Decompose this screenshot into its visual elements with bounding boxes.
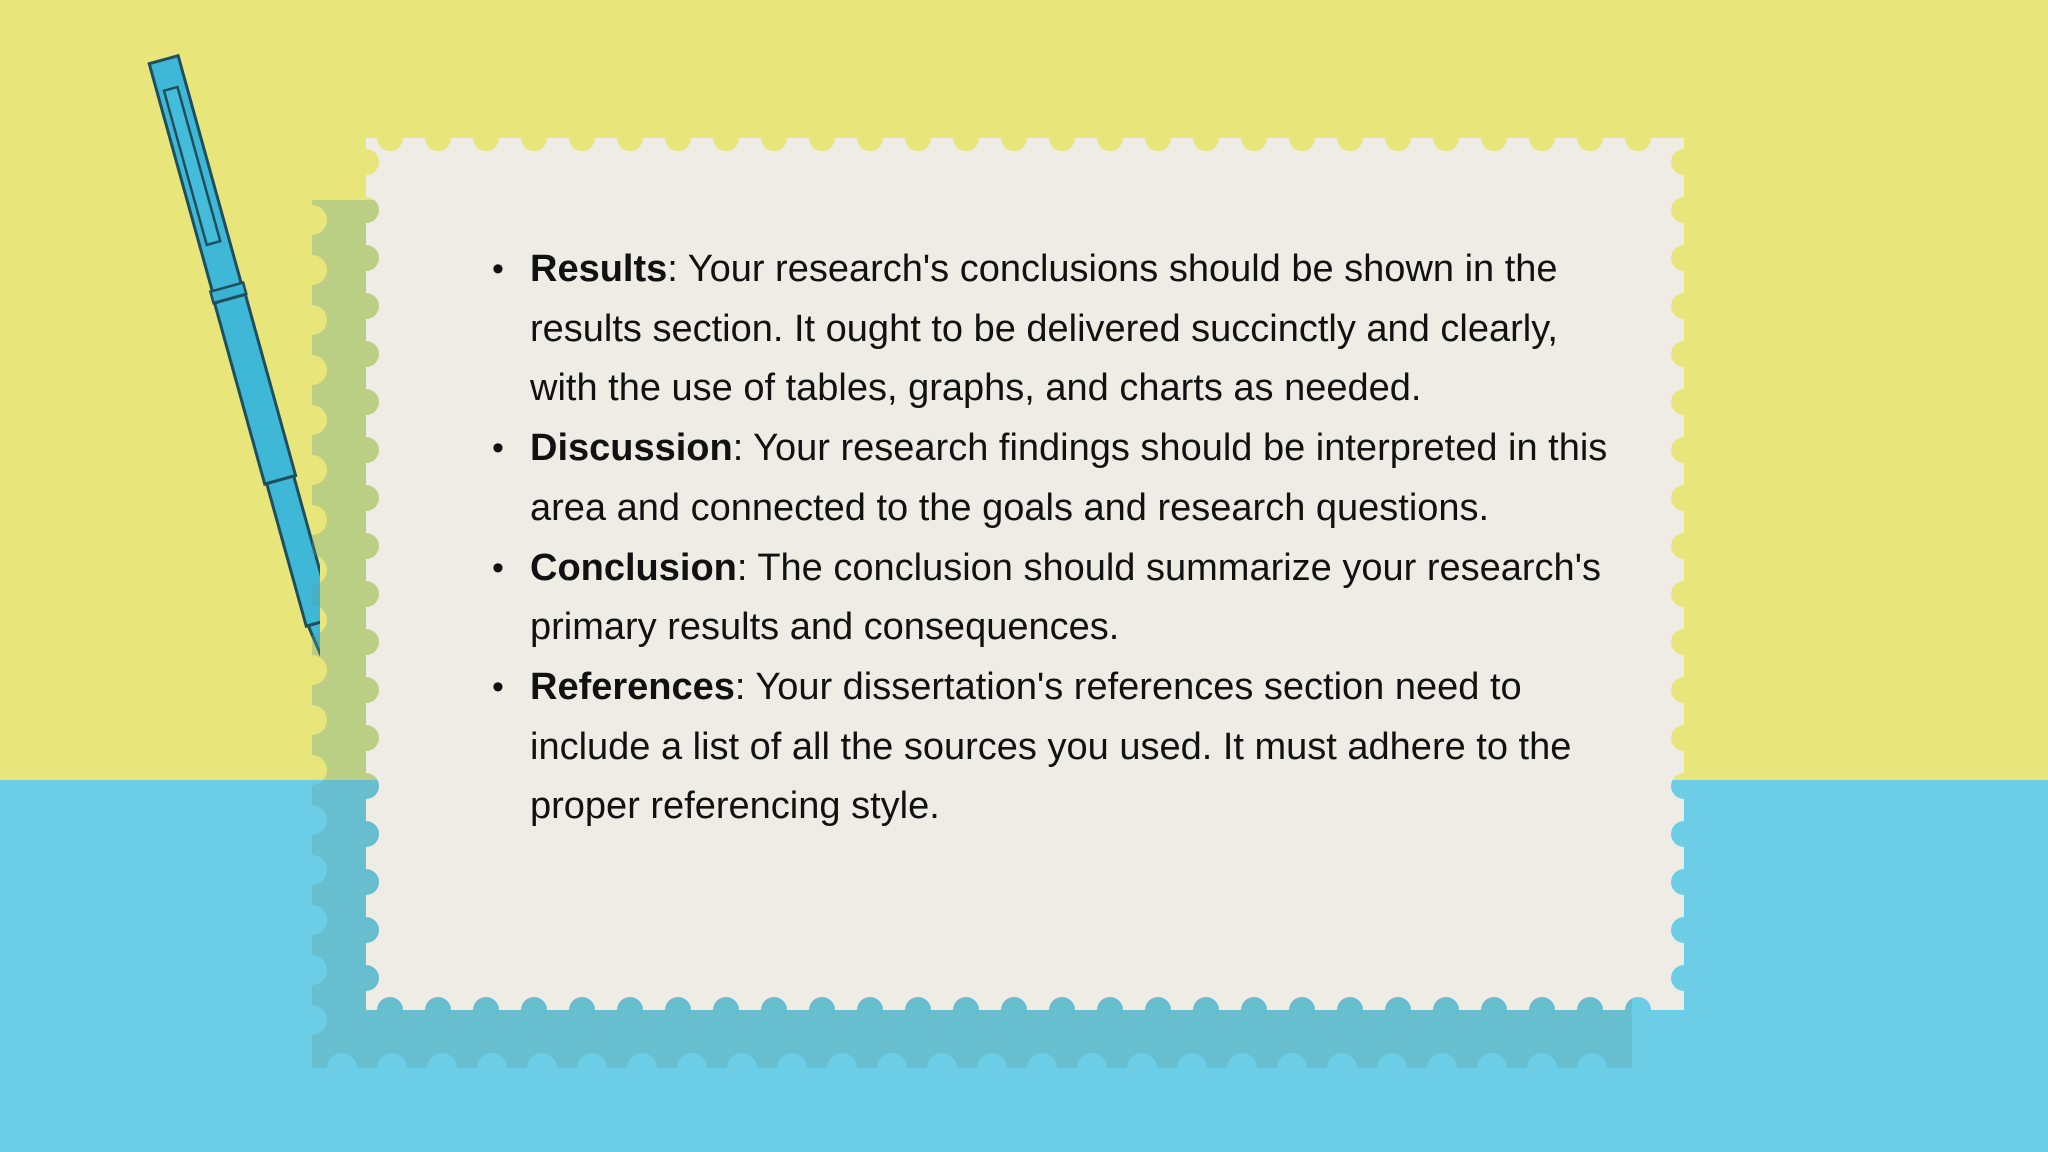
bullet-text: : The conclusion should summarize your research's primary results and consequences. — [530, 546, 1601, 649]
bullet-text: : Your research findings should be interpreted in this area and connected to the goals and research questions. — [530, 427, 1608, 529]
bullet-results — [490, 240, 1620, 419]
pen-icon — [0, 0, 320, 760]
bullet-dot: • — [492, 667, 504, 706]
bullet-term: Conclusion — [530, 546, 737, 589]
bullet-term: References — [530, 665, 735, 708]
bullet-dot: • — [492, 548, 504, 587]
bullet-term: Results — [530, 248, 668, 290]
bullet-dot: • — [492, 250, 504, 288]
bullet-discussion — [490, 419, 1620, 538]
content-area — [490, 240, 1620, 837]
bullet-text: : Your research's conclusions should be shown in the results section. It ought to be delivered succinctly and clearly, with the use of tables, graphs, and charts as needed. — [530, 248, 1558, 410]
bullet-conclusion — [490, 539, 1620, 658]
bullet-term: Discussion — [530, 427, 733, 470]
bullet-list — [490, 240, 1620, 837]
bullet-text: : Your dissertation's references section need to include a list of all the sources you used. It must adhere to the proper referencing style. — [530, 665, 1572, 828]
bullet-references — [490, 658, 1620, 837]
bullet-dot: • — [492, 429, 504, 468]
